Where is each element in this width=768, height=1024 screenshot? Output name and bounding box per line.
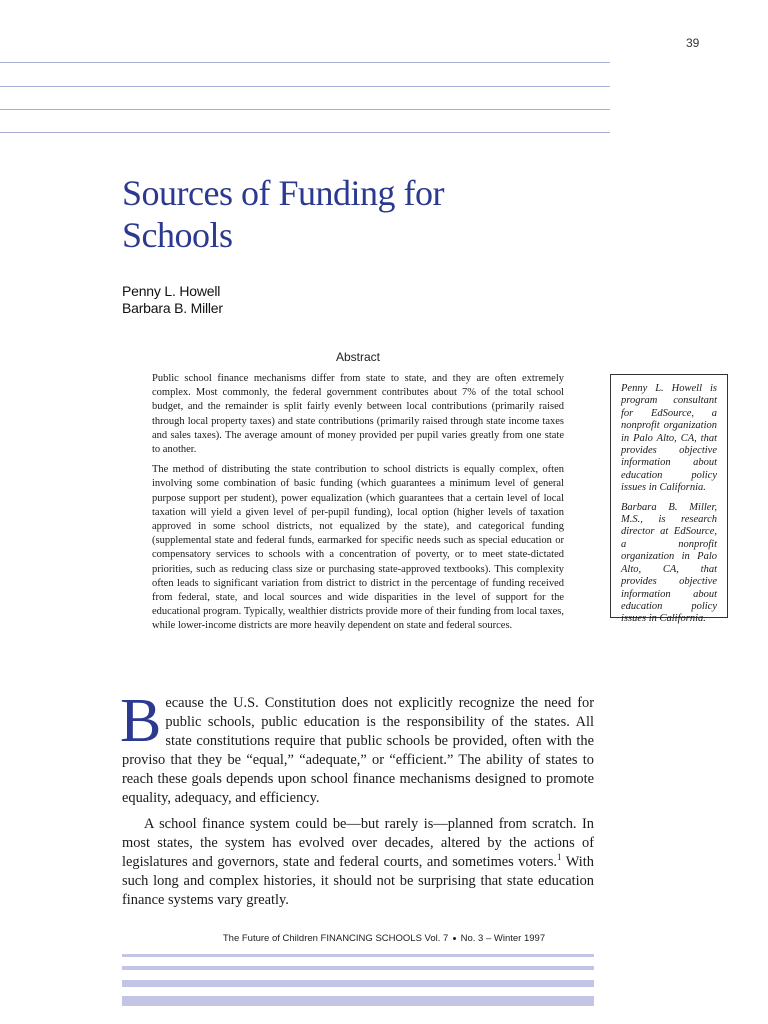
header-rule-1 xyxy=(0,62,610,63)
author-name: Penny L. Howell xyxy=(122,283,221,299)
footer-stripe-2 xyxy=(122,966,594,970)
header-rule-4 xyxy=(0,132,610,133)
abstract-body xyxy=(152,372,564,634)
paragraph-text: With such long and complex histories, it should not be surprising that state education finance systems vary greatly. xyxy=(122,854,594,908)
drop-cap: B xyxy=(120,687,162,755)
journal-footer xyxy=(0,933,768,944)
footer-journal: The Future of Children FINANCING SCHOOLS Vol. 7 xyxy=(222,933,449,944)
abstract-paragraph: Public school finance mechanisms differ from state to state, and they are often extremely complex. Most commonly, the federal government contributes about 7% of the total school budget, and the remainder is split fairly evenly between local contributions (primarily raised through local property taxes) and state contributions (primarily raised through state income taxes and sales taxes). The average amount of money provided per pupil varies greatly from one state to another. xyxy=(152,373,564,456)
header-rule-3 xyxy=(0,109,610,110)
article-title: Sources of Funding for Schools xyxy=(122,173,444,255)
abstract-heading: Abstract xyxy=(335,350,380,364)
body-paragraph xyxy=(122,815,594,910)
bullet-icon xyxy=(453,937,456,940)
abstract-paragraph: The method of distributing the state contribution to school districts is equally complex, often involving some combination of basic funding (which guarantees a minimum level of general purpose support per student), power equalization (which guarantees that a certain level of local taxation will yield a given level of per-pupil funding), local option (higher levels of taxation approved in some school districts, not equalized by the state), and categorical funding (supplemental state and federal funds, earmarked for specific needs such as special education or compensatory services to schools with a concentration of poverty, or to meet state-dictated priorities, such as reducing class size or purchasing state-approved textbooks). This complexity often leads to significant variation from district to district in the percentage of funding received from federal, state, and local sources and wide disparities in the level of support for the educational program. Typically, wealthier districts provide more of their funding from local taxes, while lower-income districts are more heavily dependent on state and federal sources. xyxy=(152,464,564,632)
footer-stripe-4 xyxy=(122,996,594,1006)
author-name: Barbara B. Miller xyxy=(122,300,223,316)
paragraph-text: A school finance system could be—but rarely is—planned from scratch. In most states, the system has evolved over decades, altered by the actions of legislatures and governors, state and federal courts, and sometimes voters. xyxy=(122,816,594,870)
author-list xyxy=(122,283,223,317)
page-number: 39 xyxy=(686,36,700,50)
article-body xyxy=(120,687,594,910)
author-bio-box xyxy=(610,374,728,625)
author-bio: Barbara B. Miller, M.S., is research director at EdSource, a nonprofit organization in Palo Alto, CA, that provides objective information about education policy issues in California. xyxy=(621,501,717,625)
footnote-marker[interactable]: 1 xyxy=(557,852,562,863)
paragraph-text: ecause the U.S. Constitution does not explicitly recognize the need for public schools, public education is the responsibility of the states. All state constitutions require that public schools be provided, often with the proviso that they be “equal,” “adequate,” or “efficient.” The ability of states to reach these goals depends upon school finance mechanisms designed to promote equality, adequacy, and efficiency. xyxy=(122,695,594,806)
header-rule-2 xyxy=(0,86,610,87)
footer-stripe-3 xyxy=(122,980,594,987)
footer-stripe-1 xyxy=(122,954,594,957)
body-paragraph xyxy=(120,687,594,808)
footer-issue: No. 3 – Winter 1997 xyxy=(460,933,546,944)
author-bio: Penny L. Howell is program consultant for EdSource, a nonprofit organization in Palo Alto, CA, that provides objective information about education policy issues in California. xyxy=(621,383,717,494)
